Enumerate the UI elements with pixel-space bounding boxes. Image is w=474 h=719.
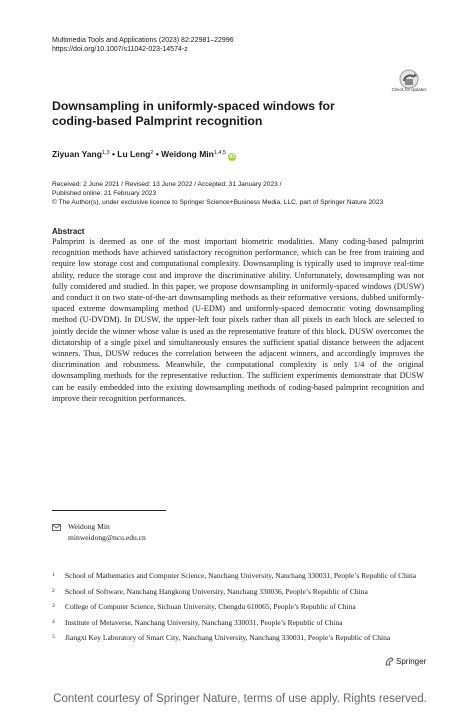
author-name[interactable]: Weidong Min (161, 149, 214, 159)
publisher-logo (385, 657, 426, 666)
affiliation-text: School of Mathematics and Computer Science, Nanchang University, Nanchang 330031, People’s Republic of China (65, 571, 417, 580)
affiliation-item (52, 571, 432, 581)
dates-published: Published online: 21 February 2023 (52, 190, 157, 197)
author-name[interactable]: Lu Leng (117, 149, 151, 159)
affiliation-number: 5 (52, 634, 55, 640)
journal-citation: Multimedia Tools and Applications (2023) 82:22981–22996 (52, 37, 234, 44)
springer-horse-icon (385, 657, 394, 666)
affiliation-text: School of Software, Nanchang Hangkong University, Nanchang 330036, People’s Republic of China (65, 586, 368, 596)
dates-received: Received: 2 June 2021 / Revised: 13 June 2022 / Accepted: 31 January 2023 / (52, 181, 282, 188)
author-affiliation-ref: 1,4,5 (213, 150, 227, 156)
publication-history (52, 180, 383, 207)
check-for-updates-label: Check for updates (391, 87, 427, 92)
affiliation-text: Institute of Metaverse, Nanchang University, Nanchang 330031, People’s Republic of China (65, 617, 343, 627)
orcid-icon[interactable]: iD (229, 154, 235, 160)
doi-link[interactable]: https://doi.org/10.1007/s11042-023-14574-z (52, 46, 188, 53)
author-list (52, 149, 236, 161)
contact-email[interactable]: minweidong@ncu.edu.cn (68, 533, 146, 542)
author-separator: • (153, 149, 162, 159)
affiliation-text: Jiangxi Key Laboratory of Smart City, Nanchang University, Nanchang 330031, People’s Republic of China (65, 633, 391, 642)
contact-name: Weidong Min (68, 522, 110, 531)
check-for-updates-icon[interactable] (393, 69, 425, 101)
corresponding-author (68, 521, 146, 543)
affiliation-number: 1 (52, 572, 55, 578)
affiliation-number: 4 (52, 618, 55, 625)
affiliation-item (52, 587, 432, 597)
author-affiliation-ref: 2 (150, 150, 154, 156)
journal-header (52, 36, 234, 54)
affiliation-number: 2 (52, 587, 55, 594)
author-affiliation-ref: 1,3 (101, 150, 110, 156)
affiliation-item (52, 602, 432, 612)
affiliation-item (52, 618, 432, 628)
watermark-notice: Content courtesy of Springer Nature, terms of use apply. Rights reserved. (53, 693, 427, 705)
author-separator: • (109, 149, 118, 159)
paper-title: Downsampling in uniformly-spaced windows for coding-based Palmprint recognition (52, 99, 335, 128)
abstract-body: Palmprint is deemed as one of the most important biometric modalities. Many coding-based palmprint recognition methods have achieved satisfactory recognition performance, which can be free from training and require low storage cost and computational complexity. Downsampling is typically used to improve real-time ability, reduce the storage cost and improve the discriminative ability. Unfortunately, downsampling was not fully considered and studied. In this paper, we propose downsampling in uniformly-spaced windows (DUSW) and conduct it on two state-of-the-art downsampling methods as their reformative versions, dubbed uniformly-spaced extreme downsampling method (U-EDM) and uniformly-spaced democratic voting downsampling method (U-DVDM). In DUSW, the upper-left four pixels rather than all pixels in each block are selected to jointly decide the winner whose value is used as the representative feature of this block. DUSW overcomes the dictatorship of a single pixel and simultaneously ensures the sufficient spatial distance between the adjacent winners. Thus, DUSW reduces the correlation between the adjacent winners, and accordingly improves the discrimination and robustness. Meanwhile, the computational complexity is only 1/4 of the original downsampling methods for the representative reduction. The sufficient experiments demonstrate that DUSW can be easily embedded into the existing downsampling methods of coding-based palmprint recognition and improve their recognition performances. (52, 237, 424, 403)
affiliation-text: College of Computer Science, Sichuan University, Chengdu 610065, People’s Republic of China (65, 602, 356, 611)
copyright-notice: © The Author(s), under exclusive licence to Springer Science+Business Media, LLC, part of Springer Nature 2023 (52, 199, 384, 206)
affiliation-item (52, 633, 432, 643)
affiliation-number: 3 (52, 603, 55, 609)
author-name[interactable]: Ziyuan Yang (52, 149, 102, 159)
publisher-name: Springer (396, 657, 427, 666)
envelope-icon (52, 524, 61, 531)
abstract-heading: Abstract (52, 227, 85, 236)
footnote-divider (52, 510, 166, 511)
affiliations-list (52, 571, 432, 649)
